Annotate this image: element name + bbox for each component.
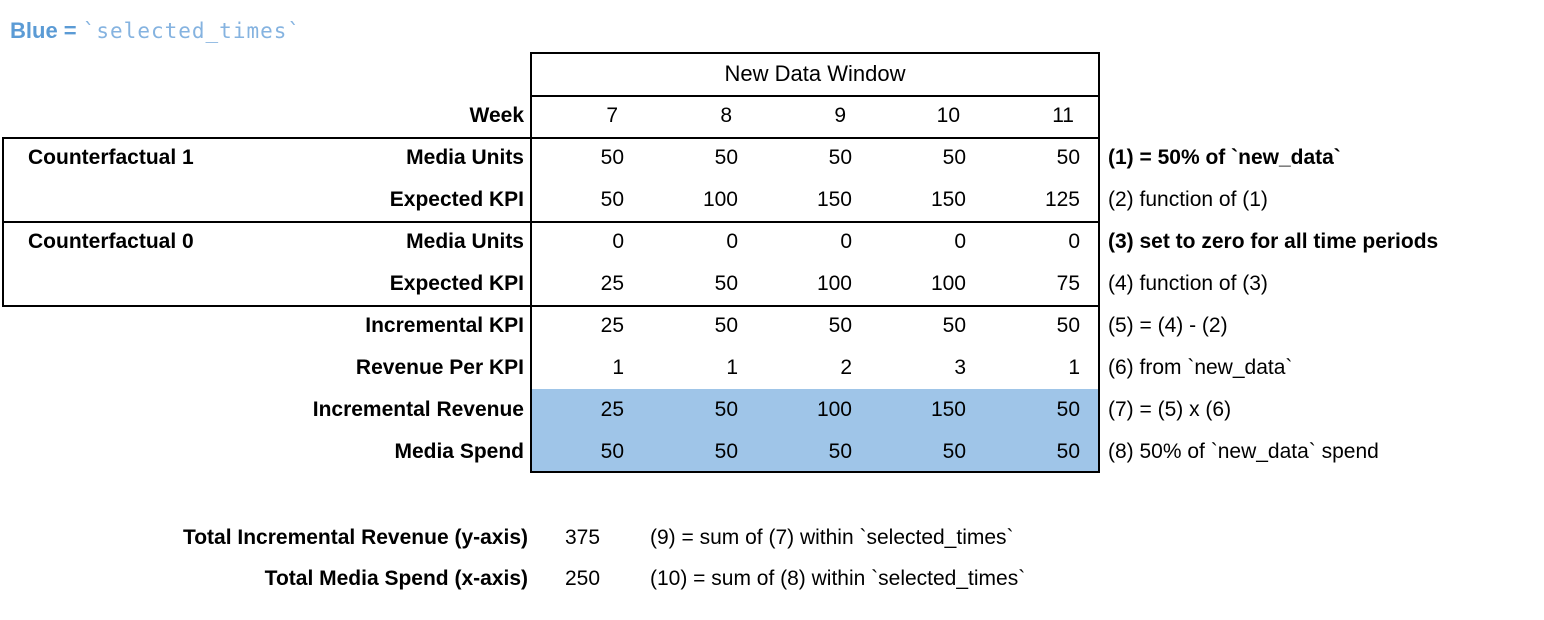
cell: 100: [930, 272, 966, 295]
week-8: 8: [720, 104, 732, 127]
total-media-spend-value: 250: [565, 567, 601, 590]
group-label-counterfactual-1: Counterfactual 1: [28, 146, 194, 169]
row-label: Incremental Revenue: [312, 398, 524, 421]
annotation-5: (5) = (4) - (2): [1108, 314, 1228, 337]
cell: 150: [816, 188, 852, 211]
cell: 25: [600, 314, 624, 337]
row-label: Media Units: [406, 146, 524, 169]
legend: [10, 18, 301, 44]
cell: 0: [726, 230, 738, 253]
cell: 50: [714, 146, 738, 169]
cell: 50: [714, 398, 738, 421]
cell: 125: [1044, 188, 1080, 211]
table-row-cf0-expected-kpi: [0, 263, 1544, 305]
total-media-spend-label: Total Media Spend (x-axis): [264, 567, 528, 590]
table-row-incremental-kpi: [0, 305, 1544, 347]
cell: 25: [600, 398, 624, 421]
annotation-6: (6) from `new_data`: [1108, 356, 1293, 379]
group-label-counterfactual-0: Counterfactual 0: [28, 230, 194, 253]
week-7: 7: [606, 104, 618, 127]
cell: 0: [954, 230, 966, 253]
cell: 50: [714, 440, 738, 463]
cell: 100: [702, 188, 738, 211]
table-row-revenue-per-kpi: [0, 347, 1544, 389]
annotation-1: (1) = 50% of `new_data`: [1108, 146, 1341, 169]
cell: 50: [828, 314, 852, 337]
cell: 50: [600, 146, 624, 169]
week-9: 9: [834, 104, 846, 127]
total-incremental-revenue-label: Total Incremental Revenue (y-axis): [182, 526, 528, 549]
row-label: Media Units: [406, 230, 524, 253]
week-11: 11: [1052, 104, 1074, 127]
cell: 50: [1056, 146, 1080, 169]
cell: 0: [612, 230, 624, 253]
cell: 50: [714, 272, 738, 295]
table-row-cf0-media-units: [0, 221, 1544, 263]
cell: 100: [816, 398, 852, 421]
cell: 50: [942, 146, 966, 169]
table-row-media-spend: [0, 431, 1544, 473]
cell: 1: [726, 356, 738, 379]
total-incremental-revenue-value: 375: [565, 526, 601, 549]
table-row-incremental-revenue: [0, 389, 1544, 431]
cell: 50: [600, 440, 624, 463]
annotation-10: (10) = sum of (8) within `selected_times`: [650, 567, 1026, 590]
cell: 75: [1056, 272, 1080, 295]
row-label: Revenue Per KPI: [355, 356, 524, 379]
cell: 150: [930, 398, 966, 421]
total-media-spend-row: [0, 558, 1544, 600]
cell: 1: [612, 356, 624, 379]
annotation-8: (8) 50% of `new_data` spend: [1108, 440, 1379, 463]
week-10: 10: [936, 104, 960, 127]
row-label: Incremental KPI: [365, 314, 524, 337]
table-row-cf1-expected-kpi: [0, 179, 1544, 221]
cell: 0: [1068, 230, 1080, 253]
table-row-cf1-media-units: [0, 137, 1544, 179]
cell: 2: [840, 356, 852, 379]
week-row: [0, 95, 1544, 137]
cell: 50: [942, 440, 966, 463]
new-data-window-header: New Data Window: [724, 61, 906, 86]
cell: 50: [1056, 398, 1080, 421]
annotation-7: (7) = (5) x (6): [1108, 398, 1232, 421]
annotation-9: (9) = sum of (7) within `selected_times`: [650, 526, 1014, 549]
row-label: Expected KPI: [389, 188, 524, 211]
cell: 25: [600, 272, 624, 295]
legend-prefix: Blue =: [10, 18, 83, 43]
annotation-3: (3) set to zero for all time periods: [1108, 230, 1439, 253]
cell: 50: [942, 314, 966, 337]
cell: 50: [600, 188, 624, 211]
week-label: Week: [469, 104, 524, 127]
legend-code-selected-times: `selected_times`: [82, 19, 302, 43]
row-label: Media Spend: [394, 440, 524, 463]
cell: 50: [1056, 314, 1080, 337]
cell: 100: [816, 272, 852, 295]
cell: 50: [828, 146, 852, 169]
cell: 0: [840, 230, 852, 253]
cell: 1: [1068, 356, 1080, 379]
cell: 150: [930, 188, 966, 211]
cell: 50: [714, 314, 738, 337]
row-label: Expected KPI: [389, 272, 524, 295]
cell: 3: [954, 356, 966, 379]
cell: 50: [828, 440, 852, 463]
cell: 50: [1056, 440, 1080, 463]
total-incremental-revenue-row: [0, 517, 1544, 559]
annotation-4: (4) function of (3): [1108, 272, 1268, 295]
annotation-2: (2) function of (1): [1108, 188, 1268, 211]
